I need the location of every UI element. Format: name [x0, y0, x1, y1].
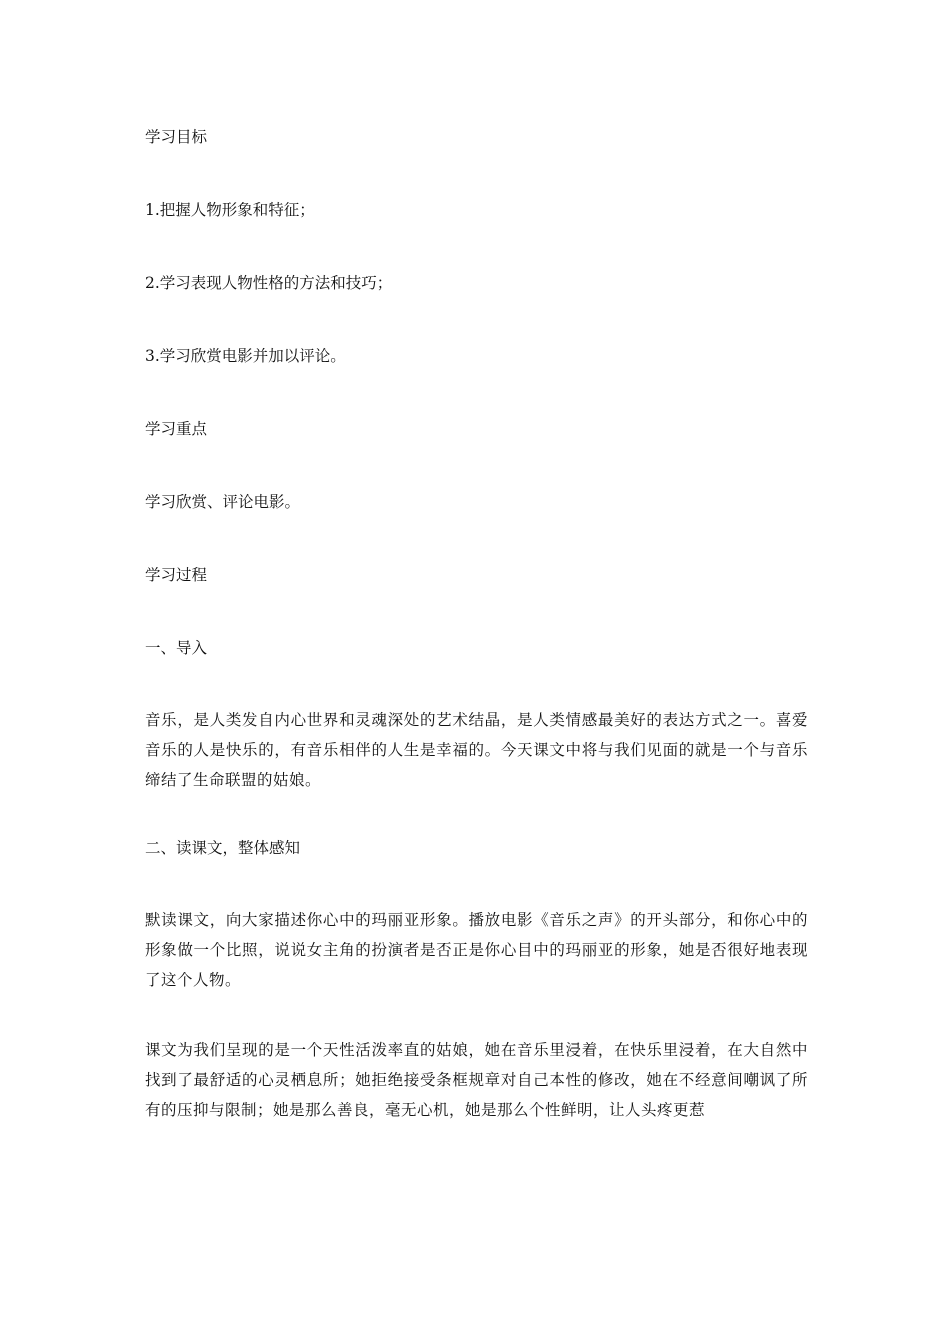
paragraph-intro: 音乐，是人类发自内心世界和灵魂深处的艺术结晶，是人类情感最美好的表达方式之一。喜爱音乐的人是快乐的，有音乐相伴的人生是幸福的。今天课文中将与我们见面的就是一个与音乐缔结了生命联盟的姑娘。	[145, 711, 808, 789]
section-heading-intro: 一、导入	[145, 639, 208, 657]
goal-item-3: 3.学习欣赏电影并加以评论。	[145, 347, 346, 365]
heading-learning-process: 学习过程	[145, 566, 208, 584]
goal-item-2: 2.学习表现人物性格的方法和技巧；	[145, 274, 393, 292]
heading-learning-goals: 学习目标	[145, 128, 208, 146]
goal-item-1: 1.把握人物形象和特征；	[145, 201, 315, 219]
heading-learning-focus: 学习重点	[145, 420, 208, 438]
paragraph-character-analysis: 课文为我们呈现的是一个天性活泼率直的姑娘，她在音乐里浸着，在快乐里浸着，在大自然中找到了最舒适的心灵栖息所；她拒绝接受条框规章对自己本性的修改，她在不经意间嘲讽了所有的压抑与限制；她是那么善良，毫无心机，她是那么个性鲜明，让人头疼更惹	[145, 1041, 808, 1119]
paragraph-reading-task: 默读课文，向大家描述你心中的玛丽亚形象。播放电影《音乐之声》的开头部分，和你心中的形象做一个比照，说说女主角的扮演者是否正是你心目中的玛丽亚的形象，她是否很好地表现了这个人物。	[145, 911, 808, 989]
document-body	[145, 124, 808, 1125]
focus-text: 学习欣赏、评论电影。	[145, 493, 301, 511]
section-heading-reading: 二、读课文，整体感知	[145, 839, 301, 857]
